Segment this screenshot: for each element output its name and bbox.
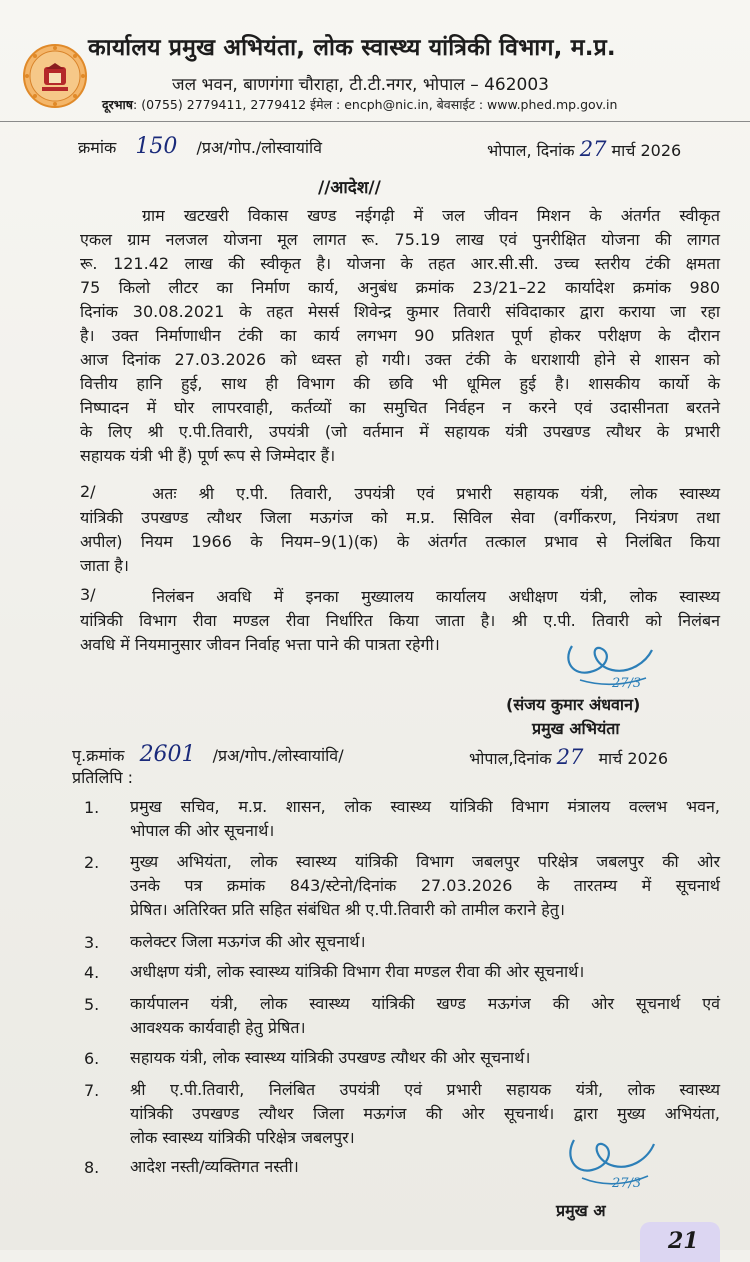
copy-item-number: 8. <box>84 1158 100 1177</box>
copy-item-8: आदेश नस्ती/व्यक्तिगत नस्ती। <box>130 1157 299 1176</box>
mp-government-emblem-icon <box>22 43 88 109</box>
order-ref-suffix: /प्रअ/गोप./लोस्वायांवि <box>196 138 323 157</box>
copy-item-number: 5. <box>84 995 100 1014</box>
copy-item-line: कार्यपालन यंत्री, लोक स्वास्थ्य यांत्रिकी खण्ड मऊगंज की ओर सूचनार्थ एवं <box>130 994 720 1013</box>
signature-date-mark: 27/3 <box>612 676 642 691</box>
para1-line: निष्पादन में घोर लापरवाही, कर्तव्यों का समुचित निर्वहन न करने एवं उदासीनता बरतने <box>80 398 720 417</box>
copy-item-number: 2. <box>84 853 100 872</box>
endorsement-place-date <box>469 745 668 769</box>
copy-item-1 <box>130 795 720 843</box>
copy-item-line: लोक स्वास्थ्य यांत्रिकी परिक्षेत्र जबलपुर। <box>130 1128 355 1147</box>
para1-line: एकल ग्राम नलजल योजना मूल लागत रू. 75.19 लाख एवं पुनरीक्षित योजना की लागत <box>80 230 720 249</box>
para3-line: अवधि में नियमानुसार जीवन निर्वाह भत्ता पाने की पात्रता रहेगी। <box>80 635 440 654</box>
copy-item-line: प्रेषित। अतिरिक्त प्रति सहित संबंधित श्री ए.पी.तिवारी को तामील कराने हेतु। <box>130 900 565 919</box>
copy-item-number: 4. <box>84 963 100 982</box>
copy-item-2 <box>130 850 720 922</box>
para2-number: 2/ <box>80 482 96 501</box>
para2-line: जाता है। <box>80 556 129 575</box>
para3-line: निलंबन अवधि में इनका मुख्यालय कार्यालय अधीक्षण यंत्री, लोक स्वास्थ्य <box>152 587 720 606</box>
order-ref-number: 150 <box>135 134 178 159</box>
endorsement-ref-number: 2601 <box>139 742 196 767</box>
order-date-rest: मार्च 2026 <box>611 141 682 160</box>
page-number: 21 <box>668 1228 699 1254</box>
page-number-tab <box>640 1222 720 1262</box>
header-divider <box>0 121 750 122</box>
para1-line: के लिए श्री ए.पी.तिवारी, उपयंत्री (जो वर्तमान में सहायक यंत्री उपखण्ड त्यौथर के प्रभारी <box>80 422 720 441</box>
endorsement-reference <box>72 742 344 767</box>
order-reference <box>78 134 322 159</box>
signature-mark <box>560 632 670 702</box>
copy-item-line: उनके पत्र क्रमांक 843/स्टेनो/दिनांक 27.03.2026 के तारतम्य में सूचनार्थ <box>130 876 720 895</box>
copy-item-line: भोपाल की ओर सूचनार्थ। <box>130 821 275 840</box>
copy-item-line: आवश्यक कार्यवाही हेतु प्रेषित। <box>130 1018 306 1037</box>
para1-line: आज दिनांक 27.03.2026 को ध्वस्त हो गयी। उक्त टंकी के धराशायी होने से शासन को <box>80 350 720 369</box>
signature-mark <box>560 1130 670 1202</box>
contact-line <box>102 96 617 113</box>
copy-item-number: 3. <box>84 933 100 952</box>
copy-item-number: 1. <box>84 798 100 817</box>
para3-number: 3/ <box>80 585 96 604</box>
endorsement-date-label: भोपाल,दिनांक <box>469 749 552 768</box>
copy-label: प्रतिलिपि : <box>72 768 134 787</box>
para1-line: है। उक्त निर्माणाधीन टंकी का कार्य लगभग 90 प्रतिशत पूर्ण होकर परीक्षण के दौरान <box>80 326 720 345</box>
para1-line: दिनांक 30.08.2021 के तहत मेसर्स शिवेन्द्र कुमार तिवारी संविदाकार द्वारा कराया जा रहा <box>80 302 720 321</box>
order-date-day: 27 <box>579 137 607 161</box>
order-paragraph-1 <box>80 204 720 468</box>
para1-line: ग्राम खटखरी विकास खण्ड नईगढ़ी में जल जीवन मिशन के अंतर्गत स्वीकृत <box>142 206 720 225</box>
copy-item-5 <box>130 992 720 1040</box>
copy-item-3: कलेक्टर जिला मऊगंज की ओर सूचनार्थ। <box>130 932 366 951</box>
para1-line: रू. 121.42 लाख की स्वीकृत है। योजना के तहत आर.सी.सी. उच्च स्तरीय टंकी क्षमता <box>80 254 720 273</box>
contact-details: : (0755) 2779411, 2779412 ईमेल : encph@nic.in, बेवसाईट : www.phed.mp.gov.in <box>133 97 618 112</box>
para1-line: 75 किलो लीटर का निर्माण कार्य, अनुबंध क्रमांक 23/21–22 कार्यादेश क्रमांक 980 <box>80 278 720 297</box>
signatory-title: प्रमुख अभियंता <box>532 719 620 738</box>
contact-label: दूरभाष <box>102 97 134 112</box>
order-paragraph-2 <box>80 482 720 578</box>
para2-line: अपील) नियम 1966 के नियम–9(1)(क) के अंतर्गत तत्काल प्रभाव से निलंबित किया <box>80 532 720 551</box>
endorsement-ref-suffix: /प्रअ/गोप./लोस्वायांवि/ <box>212 746 344 765</box>
order-heading: //आदेश// <box>318 178 381 198</box>
copy-item-line: यांत्रिकी उपखण्ड त्यौथर जिला मऊगंज की ओर सूचनार्थ। द्वारा मुख्य अभियंता, <box>130 1104 720 1123</box>
signature-date-mark: 27/3 <box>612 1176 642 1191</box>
para3-line: यांत्रिकी विभाग रीवा मण्डल रीवा निर्धारित किया जाता है। श्री ए.पी. तिवारी को निलंबन <box>80 611 720 630</box>
order-ref-label: क्रमांक <box>78 138 117 157</box>
order-date-label: भोपाल, दिनांक <box>487 141 575 160</box>
order-place-date <box>487 137 681 161</box>
endorsement-date-rest: मार्च 2026 <box>598 749 669 768</box>
copy-item-line: प्रमुख सचिव, म.प्र. शासन, लोक स्वास्थ्य यांत्रिकी विभाग मंत्रालय वल्लभ भवन, <box>130 797 720 816</box>
office-title: कार्यालय प्रमुख अभियंता, लोक स्वास्थ्य यांत्रिकी विभाग, म.प्र. <box>88 35 616 61</box>
para1-line: वित्तीय हानि हुई, साथ ही विभाग की छवि भी धूमिल हुई है। शासकीय कार्यो के <box>80 374 720 393</box>
copy-item-6: सहायक यंत्री, लोक स्वास्थ्य यांत्रिकी उपखण्ड त्यौथर की ओर सूचनार्थ। <box>130 1048 531 1067</box>
para2-line: यांत्रिकी उपखण्ड त्यौथर जिला मऊगंज को म.प्र. सिविल सेवा (वर्गीकरण, नियंत्रण तथा <box>80 508 720 527</box>
copy-item-line: मुख्य अभियंता, लोक स्वास्थ्य यांत्रिकी विभाग जबलपुर परिक्षेत्र जबलपुर की ओर <box>130 852 720 871</box>
endorsement-ref-label: पृ.क्रमांक <box>72 746 125 765</box>
copy-item-line: श्री ए.पी.तिवारी, निलंबित उपयंत्री एवं प्रभारी सहायक यंत्री, लोक स्वास्थ्य <box>130 1080 720 1099</box>
para2-line: अतः श्री ए.पी. तिवारी, उपयंत्री एवं प्रभारी सहायक यंत्री, लोक स्वास्थ्य <box>152 484 720 503</box>
signatory-name: (संजय कुमार अंधवान) <box>506 695 641 714</box>
endorsement-date-day: 27 <box>556 745 584 769</box>
para1-line: सहायक यंत्री भी हैं) पूर्ण रूप से जिम्मेदार हैं। <box>80 446 336 465</box>
office-address: जल भवन, बाणगंगा चौराहा, टी.टी.नगर, भोपाल – 462003 <box>172 75 549 95</box>
copy-item-number: 7. <box>84 1081 100 1100</box>
copy-item-number: 6. <box>84 1049 100 1068</box>
copy-item-4: अधीक्षण यंत्री, लोक स्वास्थ्य यांत्रिकी विभाग रीवा मण्डल रीवा की ओर सूचनार्थ। <box>130 962 585 981</box>
signatory-title-partial: प्रमुख अ <box>556 1201 606 1220</box>
